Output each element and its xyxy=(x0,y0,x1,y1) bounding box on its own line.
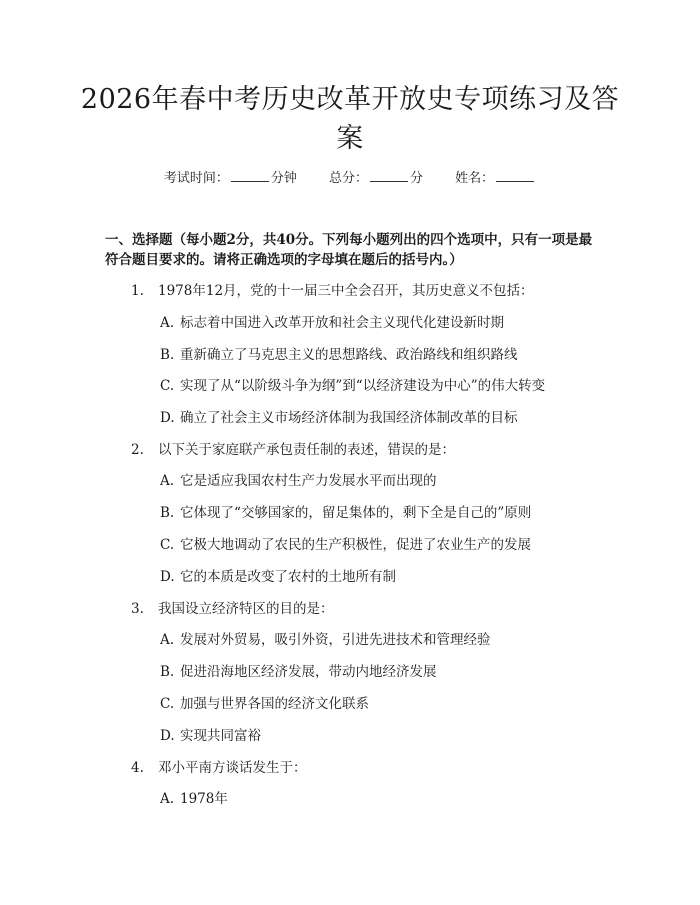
total-score-unit: 分 xyxy=(410,171,424,186)
question-2-option-d[interactable] xyxy=(160,567,396,587)
option-letter: C. xyxy=(160,537,175,553)
question-stem: 以下关于家庭联产承包责任制的表述，错误的是： xyxy=(158,442,455,458)
question-3-option-c[interactable] xyxy=(160,694,369,714)
question-1-option-c[interactable] xyxy=(160,376,545,396)
question-number: 4. xyxy=(131,760,144,776)
exam-time-field xyxy=(164,168,297,189)
exam-time-blank[interactable] xyxy=(231,168,269,182)
option-text: 它体现了“交够国家的，留足集体的，剩下全是自己的”原则 xyxy=(180,505,532,521)
question-1-option-d[interactable] xyxy=(160,408,518,428)
option-text: 标志着中国进入改革开放和社会主义现代化建设新时期 xyxy=(180,315,504,331)
question-2 xyxy=(131,440,455,460)
option-letter: D. xyxy=(160,410,175,426)
student-name-label: 姓名： xyxy=(455,171,495,186)
question-2-option-b[interactable] xyxy=(160,503,531,523)
option-text: 加强与世界各国的经济文化联系 xyxy=(180,696,369,712)
option-text: 它是适应我国农村生产力发展水平而出现的 xyxy=(180,473,437,489)
question-number: 2. xyxy=(131,442,144,458)
option-text: 它极大地调动了农民的生产积极性，促进了农业生产的发展 xyxy=(180,537,531,553)
question-3 xyxy=(131,599,334,619)
question-1-option-a[interactable] xyxy=(160,313,504,333)
page-title: 2026年春中考历史改革开放史专项练习及答案 xyxy=(80,84,620,154)
section-heading: 一、选择题（每小题2分，共40分。下列每小题列出的四个选项中，只有一项是最符合题目要求的。请将正确选项的字母填在题后的括号内。） xyxy=(105,232,593,268)
total-score-blank[interactable] xyxy=(370,168,408,182)
option-letter: B. xyxy=(160,664,175,680)
question-stem: 我国设立经济特区的目的是： xyxy=(158,601,334,617)
option-text: 发展对外贸易，吸引外资，引进先进技术和管理经验 xyxy=(180,632,491,648)
question-4 xyxy=(131,758,307,778)
student-name-blank[interactable] xyxy=(496,168,534,182)
option-letter: D. xyxy=(160,728,175,744)
option-letter: A. xyxy=(160,632,175,648)
option-text: 实现了从“以阶级斗争为纲”到“以经济建设为中心”的伟大转变 xyxy=(180,378,546,394)
option-letter: B. xyxy=(160,505,175,521)
exam-time-label: 考试时间： xyxy=(163,171,229,186)
option-letter: A. xyxy=(160,473,175,489)
option-letter: A. xyxy=(160,791,175,807)
question-1-option-b[interactable] xyxy=(160,345,518,365)
question-2-option-c[interactable] xyxy=(160,535,531,555)
option-letter: B. xyxy=(160,347,175,363)
question-2-option-a[interactable] xyxy=(160,471,437,491)
question-3-option-b[interactable] xyxy=(160,662,437,682)
question-number: 3. xyxy=(131,601,144,617)
option-text: 1978年 xyxy=(180,791,228,807)
option-text: 实现共同富裕 xyxy=(180,728,261,744)
option-text: 确立了社会主义市场经济体制为我国经济体制改革的目标 xyxy=(180,410,518,426)
question-1 xyxy=(131,281,534,301)
option-letter: C. xyxy=(160,696,175,712)
total-score-field xyxy=(329,168,423,189)
question-stem: 1978年12月，党的十一届三中全会召开，其历史意义不包括： xyxy=(158,283,534,299)
total-score-label: 总分： xyxy=(328,171,368,186)
exam-time-unit: 分钟 xyxy=(270,171,297,186)
option-letter: D. xyxy=(160,569,175,585)
student-name-field xyxy=(455,168,536,189)
option-text: 它的本质是改变了农村的土地所有制 xyxy=(180,569,396,585)
question-4-option-a[interactable] xyxy=(160,789,228,809)
option-text: 重新确立了马克思主义的思想路线、政治路线和组织路线 xyxy=(180,347,518,363)
option-letter: C. xyxy=(160,378,175,394)
question-stem: 邓小平南方谈话发生于： xyxy=(158,760,307,776)
exam-info-bar xyxy=(0,168,700,189)
question-3-option-a[interactable] xyxy=(160,630,491,650)
option-text: 促进沿海地区经济发展，带动内地经济发展 xyxy=(180,664,437,680)
question-number: 1. xyxy=(131,283,144,299)
option-letter: A. xyxy=(160,315,175,331)
question-3-option-d[interactable] xyxy=(160,726,261,746)
